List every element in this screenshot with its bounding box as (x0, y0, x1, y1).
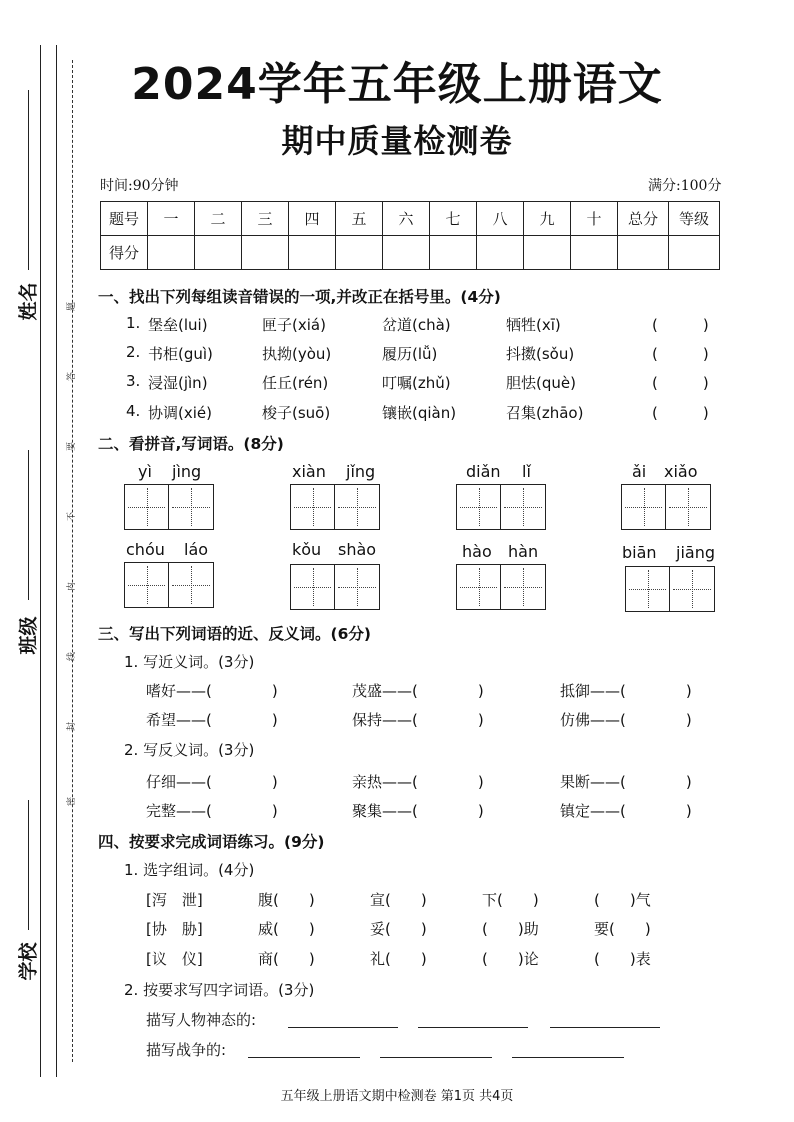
score-cell[interactable] (524, 236, 571, 270)
s1-row-3-item[interactable]: 胆怯(què) (506, 374, 576, 392)
writing-cell[interactable] (626, 567, 670, 611)
idiom-prompt-war: 描写战争的: (146, 1041, 227, 1059)
s1-row-2-answer[interactable]: ( ) (652, 345, 709, 363)
writing-cell[interactable] (335, 565, 379, 609)
answer-blank[interactable] (380, 1057, 492, 1058)
s1-row-1-answer[interactable]: ( ) (652, 316, 709, 334)
section-1-heading: 一、找出下列每组读音错误的一项,并改正在括号里。(4分) (98, 288, 501, 306)
score-table-score-row (101, 236, 720, 270)
score-cell[interactable] (477, 236, 524, 270)
score-header-cell: 九 (524, 202, 571, 236)
section-3-heading: 三、写出下列词语的近、反义词。(6分) (98, 625, 371, 643)
cut-char: 答 (67, 371, 78, 382)
full-score: 满分:100分 (648, 178, 722, 194)
answer-blank[interactable] (288, 1027, 398, 1028)
score-cell[interactable] (195, 236, 242, 270)
cut-char: 题 (67, 301, 78, 312)
score-cell[interactable] (242, 236, 289, 270)
score-header-cell: 等级 (669, 202, 720, 236)
score-header-cell: 二 (195, 202, 242, 236)
synonym-item[interactable]: 茂盛——( ) (352, 682, 484, 700)
score-cell[interactable] (571, 236, 618, 270)
section-4-heading: 四、按要求完成词语练习。(9分) (98, 833, 325, 851)
score-cell[interactable] (336, 236, 383, 270)
writing-grid[interactable] (456, 484, 546, 530)
char-choice-item[interactable]: ( )助 (482, 920, 539, 938)
char-choice-item[interactable]: ( )表 (594, 950, 651, 968)
cut-char: 密 (67, 796, 78, 807)
pinyin-syllable: láo (184, 540, 209, 559)
s1-row-4-item[interactable]: 镶嵌(qiàn) (382, 404, 457, 422)
score-cell[interactable] (430, 236, 477, 270)
antonym-item[interactable]: 聚集——( ) (352, 802, 484, 820)
s1-row-4-answer[interactable]: ( ) (652, 404, 709, 422)
margin-cut-line (72, 60, 73, 1062)
answer-blank[interactable] (512, 1057, 624, 1058)
s1-row-1-item[interactable]: 牺牲(xī) (506, 316, 561, 334)
s1-row-3-item[interactable]: 任丘(rén) (262, 374, 329, 392)
char-choice-item[interactable]: 妥( ) (370, 920, 427, 938)
char-choice-item[interactable]: 下( ) (482, 891, 539, 909)
section-2-heading: 二、看拼音,写词语。(8分) (98, 435, 284, 453)
score-cell[interactable] (618, 236, 669, 270)
score-header-cell: 十 (571, 202, 618, 236)
pinyin-syllable: jìng (172, 462, 202, 481)
pinyin-syllable: kǒu (292, 540, 322, 559)
s1-row-1-num: 1. (126, 314, 141, 332)
antonym-item[interactable]: 亲热——( ) (352, 773, 484, 791)
writing-cell[interactable] (622, 485, 666, 529)
writing-cell[interactable] (670, 567, 714, 611)
writing-grid[interactable] (290, 564, 380, 610)
margin-line-outer (40, 45, 41, 1077)
synonym-item[interactable]: 保持——( ) (352, 711, 484, 729)
s1-row-4-item[interactable]: 召集(zhāo) (506, 404, 584, 422)
score-header-cell: 六 (383, 202, 430, 236)
pinyin-syllable: biān (622, 543, 657, 562)
score-header-cell: 八 (477, 202, 524, 236)
s1-row-3-num: 3. (126, 372, 141, 390)
answer-blank[interactable] (248, 1057, 360, 1058)
cut-char: 内 (67, 581, 78, 592)
synonym-item[interactable]: 抵御——( ) (560, 682, 692, 700)
score-table-header-row (101, 202, 720, 236)
writing-cell[interactable] (125, 563, 169, 607)
writing-grid[interactable] (456, 564, 546, 610)
cut-char: 不 (67, 511, 78, 522)
char-choice-item[interactable]: ( )论 (482, 950, 539, 968)
score-header-cell: 题号 (101, 202, 148, 236)
char-choice-key: [议 仪] (146, 950, 203, 968)
char-choice-item[interactable]: 礼( ) (370, 950, 427, 968)
pinyin-syllable: shào (338, 540, 377, 559)
char-choice-item[interactable]: 商( ) (258, 950, 315, 968)
side-name-label: 姓名 (17, 282, 40, 321)
writing-cell[interactable] (291, 485, 335, 529)
page-title: 2024学年五年级上册语文 (131, 59, 663, 110)
s1-row-2-item[interactable]: 抖擞(sǒu) (506, 345, 575, 363)
writing-cell[interactable] (169, 485, 213, 529)
s4-sub1-label: 1. 选字组词。(4分) (124, 861, 255, 879)
cut-char: 要 (67, 441, 78, 452)
pinyin-syllable: hào (462, 542, 492, 561)
idiom-prompt-expression: 描写人物神态的: (146, 1011, 257, 1029)
pinyin-syllable: yì (138, 462, 152, 481)
pinyin-syllable: jǐng (346, 462, 376, 481)
writing-cell[interactable] (291, 565, 335, 609)
score-cell[interactable] (148, 236, 195, 270)
score-header-cell: 一 (148, 202, 195, 236)
char-choice-item[interactable]: 宣( ) (370, 891, 427, 909)
score-cell[interactable] (289, 236, 336, 270)
writing-cell[interactable] (457, 485, 501, 529)
writing-grid[interactable] (124, 484, 214, 530)
cut-char: 封 (67, 721, 78, 732)
s1-row-2-item[interactable]: 书柜(guì) (148, 345, 213, 363)
writing-cell[interactable] (501, 485, 545, 529)
pinyin-syllable: chóu (126, 540, 165, 559)
s1-row-1-item[interactable]: 匣子(xiá) (262, 316, 326, 334)
page-footer: 五年级上册语文期中检测卷 第1页 共4页 (280, 1089, 514, 1104)
writing-grid[interactable] (124, 562, 214, 608)
s1-row-4-num: 4. (126, 402, 141, 420)
writing-cell[interactable] (666, 485, 710, 529)
score-row-label: 得分 (101, 236, 148, 270)
antonym-item[interactable]: 镇定——( ) (560, 802, 692, 820)
char-choice-item[interactable]: 要( ) (594, 920, 651, 938)
page-subtitle: 期中质量检测卷 (281, 122, 513, 160)
side-class-label: 班级 (17, 616, 40, 655)
score-header-cell: 总分 (618, 202, 669, 236)
antonym-item[interactable]: 果断——( ) (560, 773, 692, 791)
pinyin-syllable: xiǎo (664, 462, 698, 481)
score-header-cell: 五 (336, 202, 383, 236)
antonym-item[interactable]: 仔细——( ) (146, 773, 278, 791)
pinyin-syllable: ǎi (632, 462, 647, 481)
s1-row-2-item[interactable]: 履历(lǚ) (382, 345, 438, 363)
pinyin-syllable: hàn (508, 542, 539, 561)
score-table (100, 201, 720, 270)
s4-sub2-label: 2. 按要求写四字词语。(3分) (124, 981, 315, 999)
char-choice-key: [协 胁] (146, 920, 203, 938)
synonym-item[interactable]: 嗜好——( ) (146, 682, 278, 700)
writing-grid[interactable] (621, 484, 711, 530)
synonym-item[interactable]: 希望——( ) (146, 711, 278, 729)
s1-row-4-item[interactable]: 梭子(suō) (262, 404, 331, 422)
score-header-cell: 三 (242, 202, 289, 236)
class-blank (28, 450, 29, 600)
s1-row-3-answer[interactable]: ( ) (652, 374, 709, 392)
char-choice-item[interactable]: ( )气 (594, 891, 651, 909)
s1-row-3-item[interactable]: 浸湿(jìn) (148, 374, 208, 392)
school-blank (28, 800, 29, 930)
answer-blank[interactable] (550, 1027, 660, 1028)
char-choice-item[interactable]: 威( ) (258, 920, 315, 938)
writing-cell[interactable] (335, 485, 379, 529)
writing-cell[interactable] (457, 565, 501, 609)
char-choice-item[interactable]: 腹( ) (258, 891, 315, 909)
margin-line-inner (56, 45, 57, 1077)
antonym-item[interactable]: 完整——( ) (146, 802, 278, 820)
exam-time: 时间:90分钟 (100, 178, 179, 194)
s3-sub2-label: 2. 写反义词。(3分) (124, 741, 255, 759)
score-cell[interactable] (669, 236, 720, 270)
s1-row-1-item[interactable]: 岔道(chà) (382, 316, 451, 334)
score-header-cell: 七 (430, 202, 477, 236)
char-choice-key: [泻 泄] (146, 891, 203, 909)
writing-cell[interactable] (169, 563, 213, 607)
writing-grid[interactable] (290, 484, 380, 530)
writing-grid[interactable] (625, 566, 715, 612)
s3-sub1-label: 1. 写近义词。(3分) (124, 653, 255, 671)
pinyin-syllable: jiāng (676, 543, 715, 562)
cut-char: 线 (67, 651, 78, 662)
synonym-item[interactable]: 仿佛——( ) (560, 711, 692, 729)
answer-blank[interactable] (418, 1027, 528, 1028)
s1-row-1-item[interactable]: 堡垒(lui) (148, 316, 208, 334)
s1-row-4-item[interactable]: 协调(xié) (148, 404, 212, 422)
pinyin-syllable: diǎn (466, 462, 501, 481)
score-header-cell: 四 (289, 202, 336, 236)
s1-row-2-num: 2. (126, 343, 141, 361)
score-cell[interactable] (383, 236, 430, 270)
s1-row-2-item[interactable]: 执拗(yòu) (262, 345, 332, 363)
writing-cell[interactable] (501, 565, 545, 609)
pinyin-syllable: xiàn (292, 462, 326, 481)
pinyin-syllable: lǐ (522, 462, 531, 481)
writing-cell[interactable] (125, 485, 169, 529)
side-school-label: 学校 (17, 942, 40, 981)
s1-row-3-item[interactable]: 叮嘱(zhǔ) (382, 374, 451, 392)
